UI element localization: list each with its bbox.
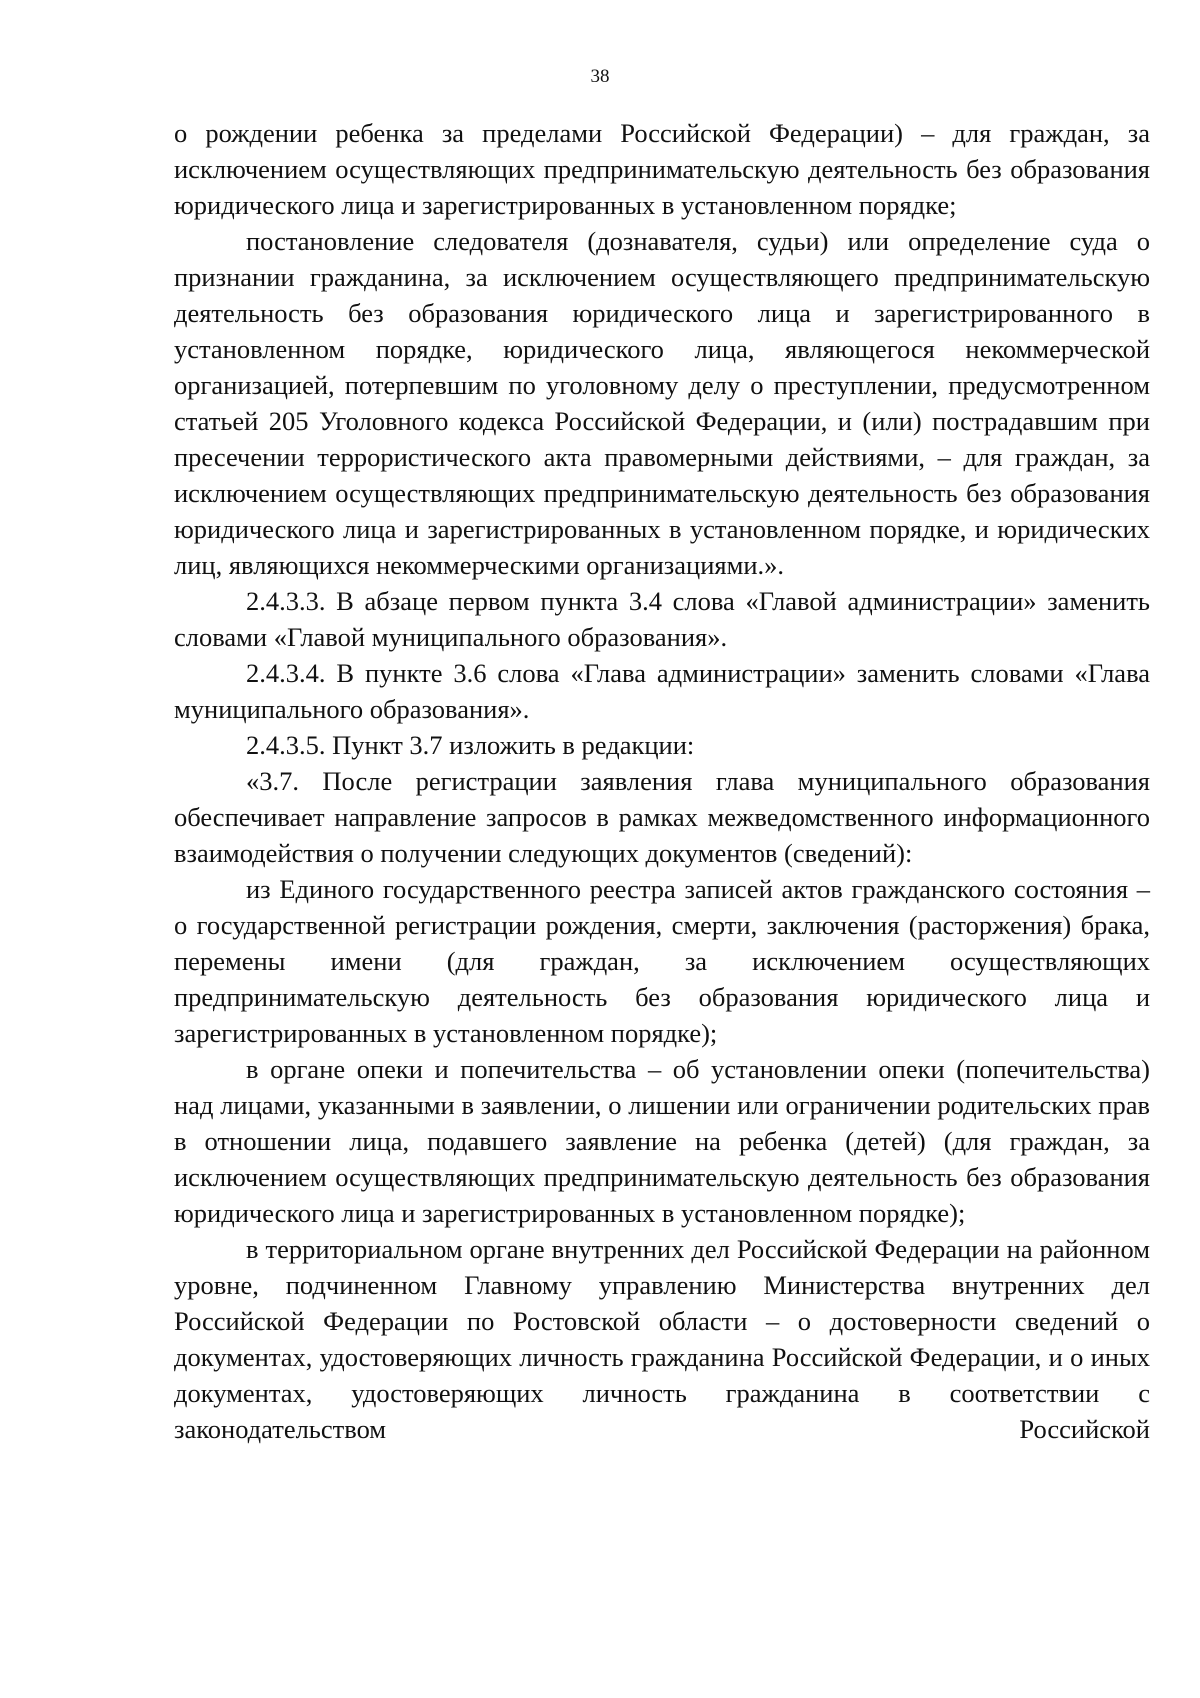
paragraph: из Единого государственного реестра записей актов гражданского состояния – о государственной регистрации рождения, смерти, заключения (расторжения) брака, перемены имени (для граждан, за исключением осуществляющих предпринимательскую деятельность без образования юридического лица и зарегистрированных в установленном порядке); [174,874,1150,1048]
paragraph: 2.4.3.3. В абзаце первом пункта 3.4 слова «Главой администрации» заменить словами «Главой муниципального образования». [174,586,1150,652]
paragraph: в органе опеки и попечительства – об установлении опеки (попечительства) над лицами, указанными в заявлении, о лишении или ограничении родительских прав в отношении лица, подавшего заявление на ребенка (детей) (для граждан, за исключением осуществляющих предпринимательскую деятельность без образования юридического лица и зарегистрированных в установленном порядке); [174,1054,1150,1228]
paragraph: «3.7. После регистрации заявления глава муниципального образования обеспечивает направление запросов в рамках межведомственного информационного взаимодействия о получении следующих документов (сведений): [174,766,1150,868]
paragraph: в территориальном органе внутренних дел Российской Федерации на районном уровне, подчиненном Главному управлению Министерства внутренних дел Российской Федерации по Ростовской области – о достоверности сведений о документах, удостоверяющих личность гражданина Российской Федерации, и о иных документах, удостоверяющих личность гражданина в соответствии с законодательством Российской [174,1234,1150,1444]
document-body [174,115,1150,1447]
paragraph: постановление следователя (дознавателя, судьи) или определение суда о признании гражданина, за исключением осуществляющего предпринимательскую деятельность без образования юридического лица и зарегистрированного в установленном порядке, юридического лица, являющегося некоммерческой организацией, потерпевшим по уголовному делу о преступлении, предусмотренном статьей 205 Уголовного кодекса Российской Федерации, и (или) пострадавшим при пресечении террористического акта правомерными действиями, – для граждан, за исключением осуществляющих предпринимательскую деятельность без образования юридического лица и зарегистрированных в установленном порядке, и юридических лиц, являющихся некоммерческими организациями.». [174,226,1150,580]
paragraph: 2.4.3.5. Пункт 3.7 изложить в редакции: [246,730,695,760]
page-number: 38 [590,66,610,87]
paragraph: о рождении ребенка за пределами Российской Федерации) – для граждан, за исключением осуществляющих предпринимательскую деятельность без образования юридического лица и зарегистрированных в установленном порядке; [174,118,1150,220]
paragraph: 2.4.3.4. В пункте 3.6 слова «Глава администрации» заменить словами «Глава муниципального образования». [174,658,1150,724]
